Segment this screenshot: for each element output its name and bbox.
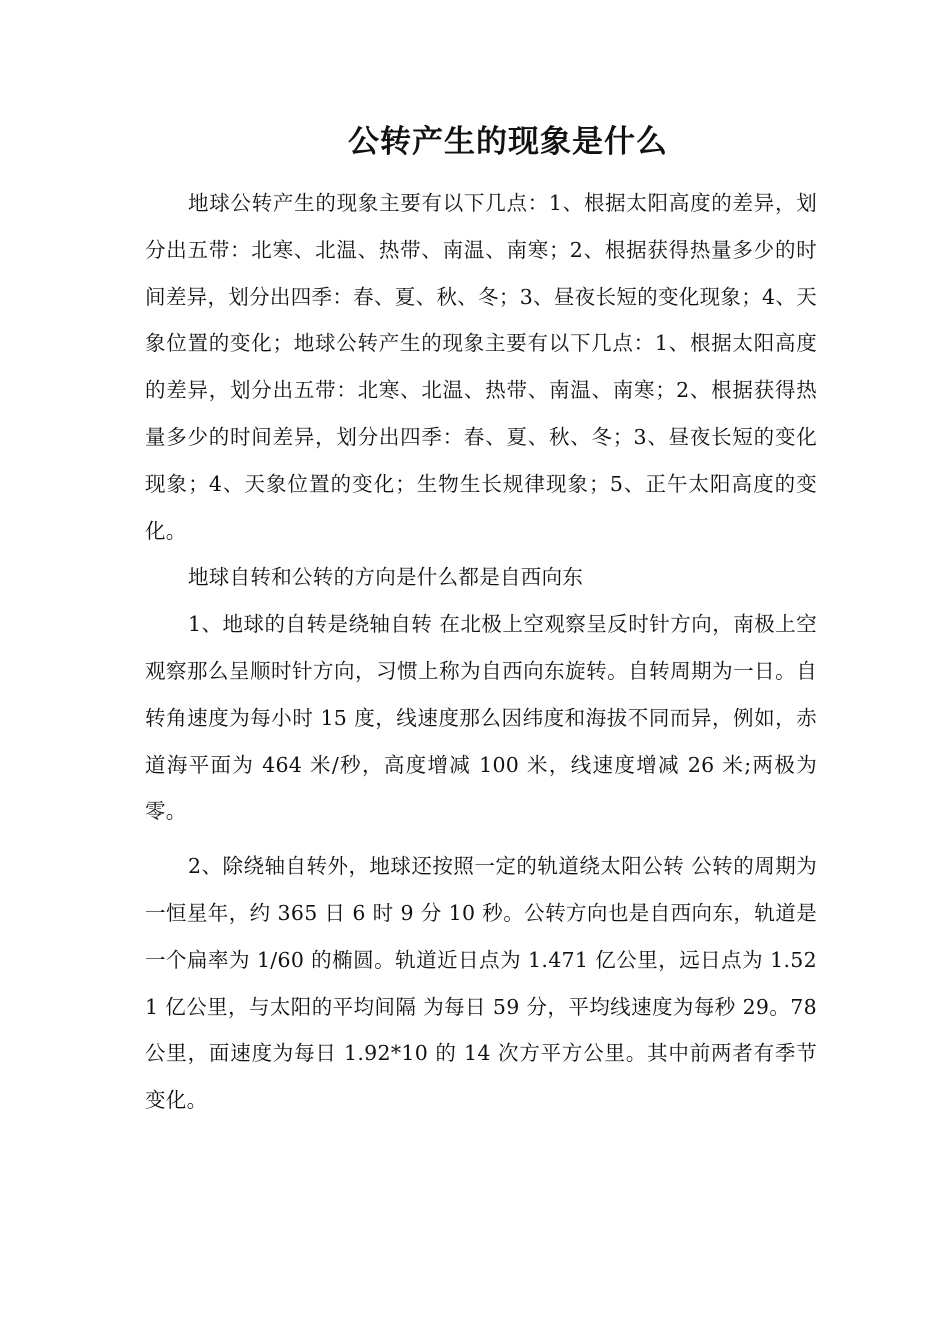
paragraph-earth-revolution-phenomena: 地球公转产生的现象主要有以下几点：1、根据太阳高度的差异，划分出五带：北寒、北温、热带、南温、南寒；2、根据获得热量多少的时间差异，划分出四季：春、夏、秋、冬；3、昼夜长短的变化现象；4、天象位置的变化；地球公转产生的现象主要有以下几点：1、根据太阳高度的差异，划分出五带：北寒、北温、热带、南温、南寒；2、根据获得热量多少的时间差异，划分出四季：春、夏、秋、冬；3、昼夜长短的变化现象；4、天象位置的变化；生物生长规律现象；5、正午太阳高度的变化。	[145, 191, 817, 543]
paragraph-rotation-direction: 地球自转和公转的方向是什么都是自西向东	[188, 565, 584, 590]
document-title: 公转产生的现象是什么	[348, 124, 668, 160]
paragraph-earth-rotation: 1、地球的自转是绕轴自转 在北极上空观察呈反时针方向，南极上空观察那么呈顺时针方向，习惯上称为自西向东旋转。自转周期为一日。自转角速度为每小时 15 度，线速度那么因纬度和海拔不同而异，例如，赤道海平面为 464 米/秒，高度增减 100 米，线速度增减 26 米;两极为零。	[145, 612, 817, 824]
paragraph-earth-revolution: 2、除绕轴自转外，地球还按照一定的轨道绕太阳公转 公转的周期为一恒星年，约 365 日 6 时 9 分 10 秒。公转方向也是自西向东，轨道是一个扁率为 1/60 的椭圆。轨道近日点为 1.471 亿公里，远日点为 1.521 亿公里，与太阳的平均间隔 为每日 59 分，平均线速度为每秒 29。78 公里，面速度为每日 1.92*10 的 14 次方平方公里。其中前两者有季节变化。	[145, 854, 817, 1113]
document-body	[145, 180, 817, 1124]
